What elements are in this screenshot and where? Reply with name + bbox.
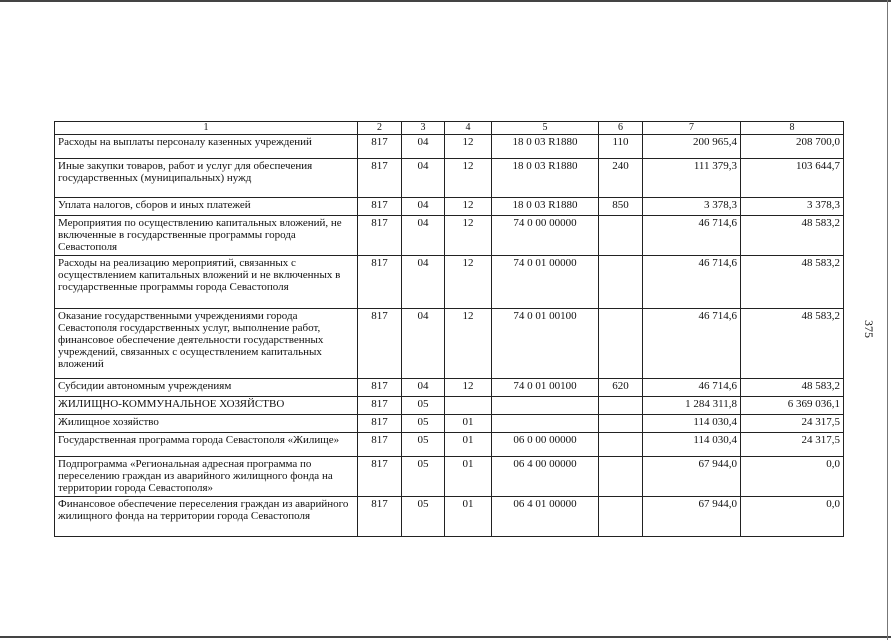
expense-type-cell <box>599 216 643 256</box>
amount-cell: 48 583,2 <box>741 379 844 397</box>
agency-code-cell: 817 <box>358 198 402 216</box>
amount-cell: 3 378,3 <box>741 198 844 216</box>
section-code-cell: 05 <box>402 433 445 457</box>
amount-cell: 114 030,4 <box>643 433 741 457</box>
expense-type-cell <box>599 256 643 309</box>
amount-cell: 111 379,3 <box>643 159 741 198</box>
subsection-code-cell: 01 <box>445 457 492 497</box>
section-code-cell: 04 <box>402 159 445 198</box>
target-article-cell <box>492 397 599 415</box>
subsection-code-cell: 12 <box>445 159 492 198</box>
agency-code-cell: 817 <box>358 256 402 309</box>
column-header: 5 <box>492 122 599 135</box>
item-name-cell: Государственная программа города Севастополя «Жилище» <box>55 433 358 457</box>
target-article-cell: 18 0 03 R1880 <box>492 159 599 198</box>
expense-type-cell: 850 <box>599 198 643 216</box>
target-article-cell: 74 0 01 00000 <box>492 256 599 309</box>
section-code-cell: 04 <box>402 198 445 216</box>
table-row <box>55 415 844 433</box>
section-code-cell: 04 <box>402 135 445 159</box>
page-right-edge <box>887 0 888 640</box>
section-code-cell: 05 <box>402 457 445 497</box>
amount-cell: 48 583,2 <box>741 216 844 256</box>
section-code-cell: 04 <box>402 309 445 379</box>
table-row <box>55 198 844 216</box>
amount-cell: 24 317,5 <box>741 415 844 433</box>
expense-type-cell <box>599 397 643 415</box>
amount-cell: 46 714,6 <box>643 216 741 256</box>
column-header: 7 <box>643 122 741 135</box>
item-name-cell: Подпрограмма «Региональная адресная программа по переселению граждан из аварийного жилищного фонда на территории города Севастополя» <box>55 457 358 497</box>
amount-cell: 48 583,2 <box>741 309 844 379</box>
target-article-cell: 06 0 00 00000 <box>492 433 599 457</box>
table-row <box>55 379 844 397</box>
agency-code-cell: 817 <box>358 135 402 159</box>
amount-cell: 1 284 311,8 <box>643 397 741 415</box>
section-code-cell: 04 <box>402 256 445 309</box>
amount-cell: 48 583,2 <box>741 256 844 309</box>
table-row <box>55 309 844 379</box>
section-code-cell: 04 <box>402 216 445 256</box>
amount-cell: 46 714,6 <box>643 256 741 309</box>
item-name-cell: Субсидии автономным учреждениям <box>55 379 358 397</box>
item-name-cell: Расходы на реализацию мероприятий, связанных с осуществлением капитальных вложений и не включенных в государственные программы города Севастополя <box>55 256 358 309</box>
budget-table <box>54 121 844 537</box>
column-header: 1 <box>55 122 358 135</box>
subsection-code-cell: 12 <box>445 379 492 397</box>
subsection-code-cell: 12 <box>445 198 492 216</box>
expense-type-cell <box>599 309 643 379</box>
target-article-cell: 18 0 03 R1880 <box>492 198 599 216</box>
target-article-cell: 06 4 00 00000 <box>492 457 599 497</box>
amount-cell: 200 965,4 <box>643 135 741 159</box>
table-row <box>55 256 844 309</box>
agency-code-cell: 817 <box>358 397 402 415</box>
target-article-cell: 74 0 01 00100 <box>492 379 599 397</box>
column-header: 3 <box>402 122 445 135</box>
amount-cell: 6 369 036,1 <box>741 397 844 415</box>
amount-cell: 0,0 <box>741 497 844 537</box>
subsection-code-cell: 12 <box>445 216 492 256</box>
amount-cell: 46 714,6 <box>643 309 741 379</box>
item-name-cell: Иные закупки товаров, работ и услуг для обеспечения государственных (муниципальных) нужд <box>55 159 358 198</box>
column-header: 4 <box>445 122 492 135</box>
expense-type-cell <box>599 415 643 433</box>
section-code-cell: 05 <box>402 497 445 537</box>
section-code-cell: 05 <box>402 415 445 433</box>
agency-code-cell: 817 <box>358 159 402 198</box>
agency-code-cell: 817 <box>358 497 402 537</box>
agency-code-cell: 817 <box>358 433 402 457</box>
column-header: 8 <box>741 122 844 135</box>
amount-cell: 114 030,4 <box>643 415 741 433</box>
table-row <box>55 159 844 198</box>
item-name-cell: Расходы на выплаты персоналу казенных учреждений <box>55 135 358 159</box>
expense-type-cell <box>599 433 643 457</box>
target-article-cell: 74 0 01 00100 <box>492 309 599 379</box>
amount-cell: 67 944,0 <box>643 457 741 497</box>
table-row <box>55 397 844 415</box>
amount-cell: 67 944,0 <box>643 497 741 537</box>
section-code-cell: 04 <box>402 379 445 397</box>
table-row <box>55 135 844 159</box>
target-article-cell <box>492 415 599 433</box>
amount-cell: 0,0 <box>741 457 844 497</box>
expense-type-cell: 620 <box>599 379 643 397</box>
target-article-cell: 06 4 01 00000 <box>492 497 599 537</box>
amount-cell: 3 378,3 <box>643 198 741 216</box>
table-row <box>55 216 844 256</box>
page-number: 375 <box>862 320 876 338</box>
table-body <box>55 135 844 537</box>
column-header: 2 <box>358 122 402 135</box>
expense-type-cell: 240 <box>599 159 643 198</box>
section-code-cell: 05 <box>402 397 445 415</box>
table-row <box>55 457 844 497</box>
subsection-code-cell: 12 <box>445 309 492 379</box>
item-name-cell: Жилищное хозяйство <box>55 415 358 433</box>
target-article-cell: 74 0 00 00000 <box>492 216 599 256</box>
target-article-cell: 18 0 03 R1880 <box>492 135 599 159</box>
item-name-cell: ЖИЛИЩНО-КОММУНАЛЬНОЕ ХОЗЯЙСТВО <box>55 397 358 415</box>
expense-type-cell <box>599 497 643 537</box>
column-header: 6 <box>599 122 643 135</box>
amount-cell: 208 700,0 <box>741 135 844 159</box>
agency-code-cell: 817 <box>358 379 402 397</box>
page-top-edge <box>0 0 891 2</box>
amount-cell: 46 714,6 <box>643 379 741 397</box>
expense-type-cell: 110 <box>599 135 643 159</box>
subsection-code-cell: 12 <box>445 135 492 159</box>
table-row <box>55 497 844 537</box>
item-name-cell: Финансовое обеспечение переселения граждан из аварийного жилищного фонда на территории города Севастополя <box>55 497 358 537</box>
agency-code-cell: 817 <box>358 216 402 256</box>
subsection-code-cell: 01 <box>445 497 492 537</box>
subsection-code-cell <box>445 397 492 415</box>
item-name-cell: Мероприятия по осуществлению капитальных вложений, не включенные в государственные программы города Севастополя <box>55 216 358 256</box>
agency-code-cell: 817 <box>358 457 402 497</box>
expense-type-cell <box>599 457 643 497</box>
item-name-cell: Оказание государственными учреждениями города Севастополя государственных услуг, выполнение работ, финансовое обеспечение деятельности государственных учреждений, связанных с осуществлением капитальных вложений <box>55 309 358 379</box>
amount-cell: 24 317,5 <box>741 433 844 457</box>
subsection-code-cell: 01 <box>445 415 492 433</box>
table-header-row <box>55 122 844 135</box>
page-bottom-edge <box>0 636 891 638</box>
agency-code-cell: 817 <box>358 415 402 433</box>
subsection-code-cell: 12 <box>445 256 492 309</box>
item-name-cell: Уплата налогов, сборов и иных платежей <box>55 198 358 216</box>
amount-cell: 103 644,7 <box>741 159 844 198</box>
table-row <box>55 433 844 457</box>
agency-code-cell: 817 <box>358 309 402 379</box>
subsection-code-cell: 01 <box>445 433 492 457</box>
